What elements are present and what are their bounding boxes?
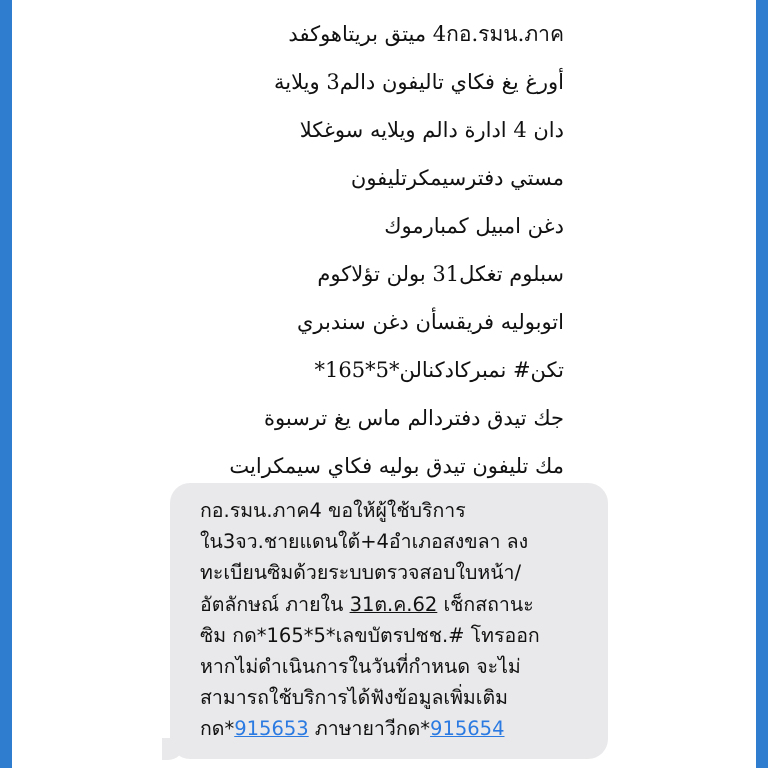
thai-message-text [200, 495, 600, 745]
jawi-line: اتوبوليه فريقسأن دغن سندبري [296, 310, 564, 334]
thai-line [200, 557, 600, 588]
jawi-line: مستي دفترسيمكرتليفون [350, 166, 564, 190]
message-text-segment: สามารถใช้บริการได้ฟังข้อมูลเพิ่มเติม [200, 686, 508, 710]
jawi-line: دان 4 ادارة دالم ويلايه سوغكلا [299, 118, 564, 142]
jawi-line: سبلوم تغكل31 بولن تؤلاكوم [317, 262, 564, 286]
message-text-segment: เช็กสถานะ [437, 592, 534, 616]
thai-line [200, 526, 600, 557]
message-screen [12, 0, 756, 768]
phone-number-link[interactable]: 915653 [234, 717, 309, 741]
phone-number-link[interactable]: 915654 [430, 717, 505, 741]
received-message-bubble[interactable] [170, 483, 608, 759]
jawi-line: دغن امبيل كمبارموك [384, 214, 564, 238]
message-text-segment: ภาษายาวีกด* [308, 717, 431, 741]
jawi-line: تكن# نمبركادكنالن*5*165* [314, 358, 564, 382]
date-detected-text[interactable]: 31ต.ค.62 [349, 592, 438, 616]
message-text-segment: หากไม่ดำเนินการในวันที่กำหนด จะไม่ [200, 654, 521, 678]
message-text-segment: กอ.รมน.ภาค4 ขอให้ผู้ใช้บริการ [200, 499, 466, 522]
jawi-line: مك تليفون تيدق بوليه فكاي سيمكرايت [229, 454, 564, 478]
thai-line [200, 651, 600, 682]
jawi-message-text [52, 10, 564, 490]
jawi-line: جك تيدق دفتردالم ماس يغ ترسبوة [264, 406, 564, 430]
jawi-line: 4กอ.รมน.ภาค ميتق بريتاهوكفد [288, 22, 564, 46]
thai-line [200, 589, 600, 620]
jawi-line: أورغ يغ فكاي تاليفون دالم3 ويلاية [274, 70, 564, 94]
message-text-segment: ซิม กด*165*5*เลขบัตรปชช.# โทรออก [200, 623, 540, 647]
thai-line [200, 620, 600, 651]
message-text-segment: อัตลักษณ์ ภายใน [200, 592, 350, 616]
message-text-segment: ใน3จว.ชายแดนใต้+4อำเภอสงขลา ลง [200, 530, 529, 554]
thai-line [200, 713, 600, 744]
message-text-segment: ทะเบียนซิมด้วยระบบตรวจสอบใบหน้า/ [200, 561, 522, 585]
message-text-segment: กด* [200, 717, 235, 741]
thai-line [200, 682, 600, 713]
thai-line [200, 495, 600, 526]
